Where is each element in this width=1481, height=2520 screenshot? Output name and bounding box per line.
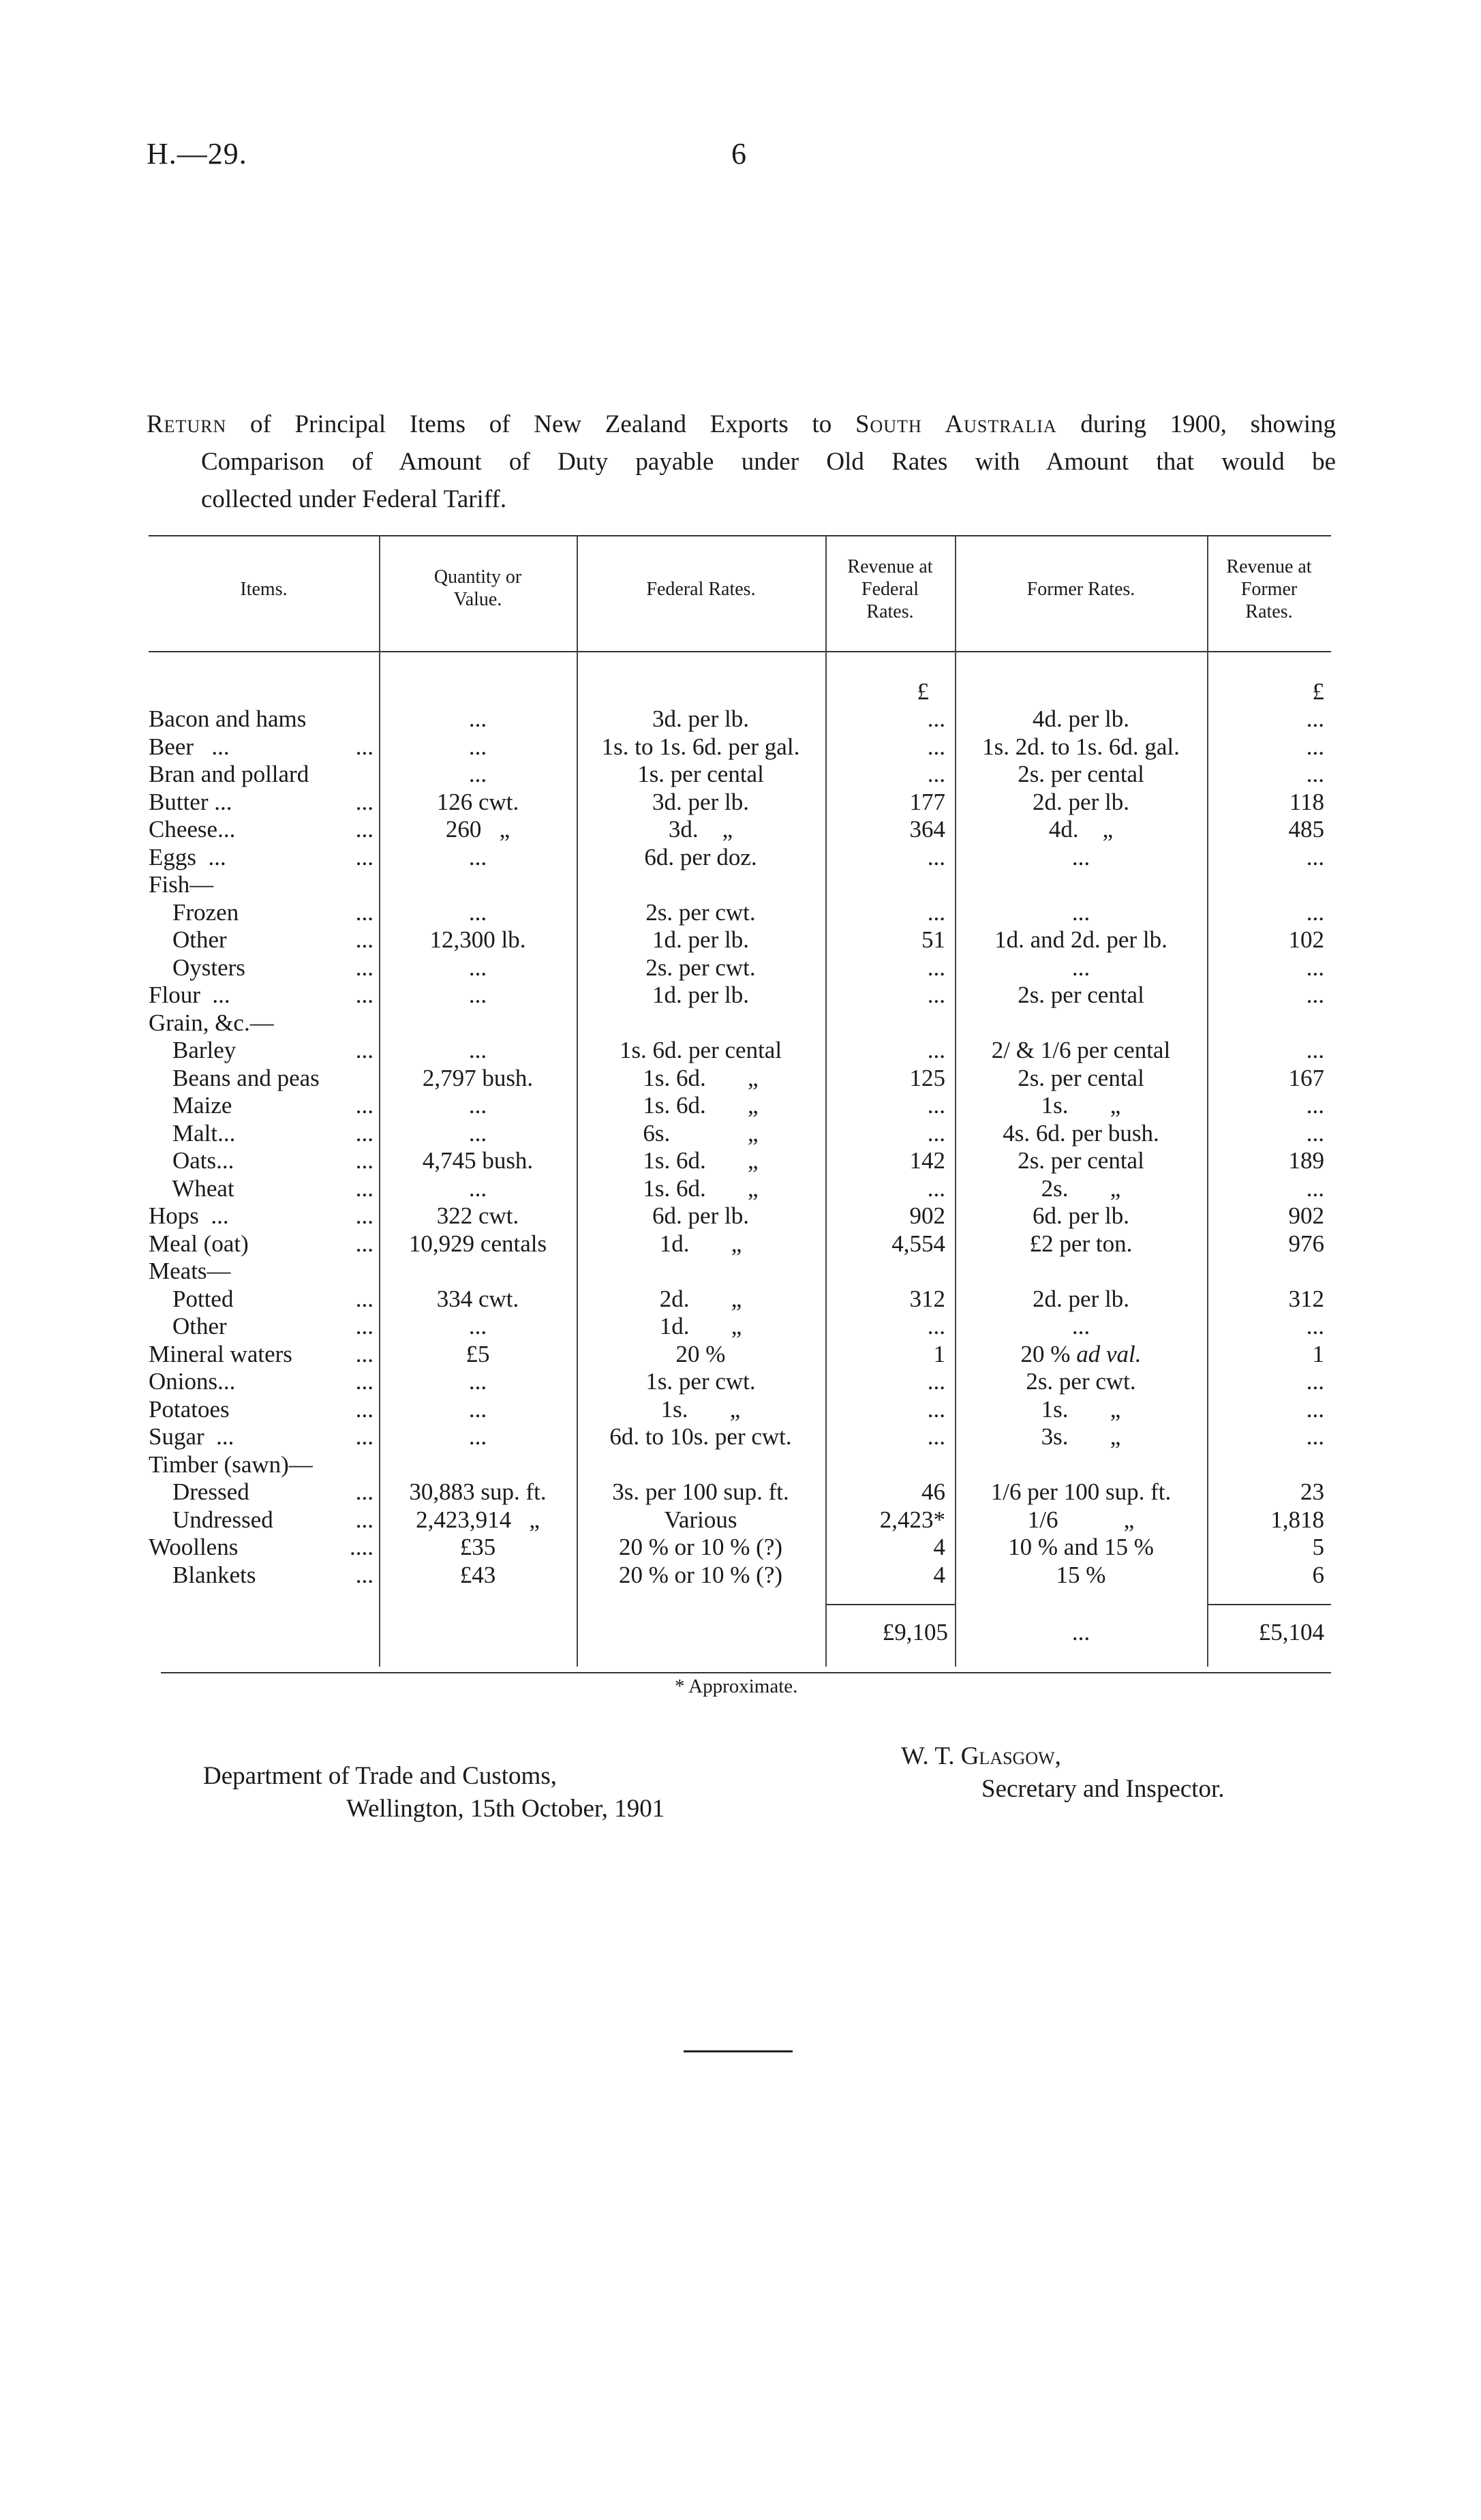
- federal-rate-cell: 1s. 6d. „: [643, 1092, 759, 1119]
- leader-dots: ...: [355, 1037, 373, 1063]
- leader-dots: ...: [355, 816, 373, 842]
- revenue-federal-cell: 46: [921, 1478, 945, 1505]
- quantity-cell: ...: [468, 982, 487, 1008]
- quantity-cell: £5: [465, 1340, 490, 1367]
- federal-rate-cell: 1s. 6d. „: [643, 1174, 759, 1202]
- leader-dots: ...: [355, 1092, 373, 1119]
- revenue-federal-cell: ...: [927, 1395, 945, 1423]
- revenue-former-cell: 118: [1289, 788, 1324, 815]
- table-bottom-rule: [161, 1672, 1331, 1673]
- former-rate-cell: £2 per ton.: [1029, 1230, 1133, 1257]
- federal-rate-cell: 1d. per lb.: [652, 926, 749, 953]
- item-cell: Wheat: [149, 1174, 234, 1202]
- leader-dots: ...: [355, 1230, 373, 1257]
- footnote: * Approximate.: [675, 1675, 798, 1697]
- federal-rate-cell: 20 %: [675, 1340, 726, 1367]
- revenue-former-cell: 1,818: [1270, 1506, 1324, 1533]
- former-rate-cell: 4d. per lb.: [1033, 705, 1129, 732]
- quantity-cell: 260 „: [445, 816, 510, 842]
- table-top-rule: [149, 535, 1331, 536]
- revenue-federal-cell: ...: [927, 1423, 945, 1450]
- federal-rate-cell: 1s. 6d. „: [643, 1147, 759, 1174]
- leader-dots: ...: [355, 1285, 373, 1312]
- revenue-former-cell: ...: [1306, 705, 1324, 732]
- signatory-name: W. T. Glasgow,: [901, 1742, 1061, 1770]
- header-bottom-rule: [149, 651, 1331, 652]
- department-place-date: Wellington, 15th October, 1901: [346, 1795, 665, 1823]
- item-cell: Potatoes: [149, 1395, 230, 1423]
- title-line-3: collected under Federal Tariff.: [201, 485, 507, 513]
- total-rule-federal: [825, 1604, 955, 1605]
- revenue-former-cell: ...: [1306, 1368, 1324, 1395]
- former-rate-cell: ...: [1071, 1313, 1090, 1339]
- quantity-cell: ...: [468, 761, 487, 787]
- revenue-former-cell: ...: [1306, 982, 1324, 1008]
- leader-dots: ...: [355, 954, 373, 981]
- leader-dots: ...: [355, 1478, 373, 1505]
- header-quantity-line-2: Value.: [453, 589, 502, 610]
- leader-dots: ...: [355, 1423, 373, 1450]
- revenue-federal-cell: 4,554: [891, 1230, 945, 1257]
- federal-rate-cell: 1s. to 1s. 6d. per gal.: [601, 733, 800, 760]
- item-cell: Other: [149, 1313, 227, 1339]
- revenue-former-cell: ...: [1306, 1174, 1324, 1202]
- item-cell: Sugar ...: [149, 1423, 234, 1450]
- header-revenue-federal-line-3: Rates.: [866, 601, 914, 622]
- item-cell: Flour ...: [149, 982, 230, 1008]
- revenue-federal-cell: 2,423*: [879, 1506, 945, 1533]
- item-cell: Woollens: [149, 1534, 239, 1560]
- revenue-former-cell: 102: [1288, 926, 1324, 953]
- leader-dots: ...: [355, 982, 373, 1008]
- revenue-former-cell: ...: [1306, 954, 1324, 981]
- item-cell: Bran and pollard: [149, 761, 309, 787]
- revenue-federal-cell: ...: [927, 982, 945, 1008]
- revenue-federal-cell: 312: [909, 1285, 945, 1312]
- revenue-former-cell: 189: [1288, 1147, 1324, 1174]
- quantity-cell: ...: [468, 1368, 487, 1395]
- currency-federal: £: [917, 678, 929, 705]
- page-number: 6: [731, 137, 746, 170]
- department-name: Department of Trade and Customs,: [203, 1762, 557, 1790]
- header-revenue-federal-line-2: Federal: [861, 579, 919, 600]
- leader-dots: ...: [355, 1368, 373, 1395]
- revenue-former-cell: 5: [1312, 1534, 1324, 1560]
- item-cell: Grain, &c.—: [149, 1009, 274, 1036]
- revenue-former-cell: 485: [1288, 816, 1324, 842]
- quantity-cell: ...: [468, 1395, 487, 1423]
- leader-dots: ...: [355, 843, 373, 870]
- quantity-cell: ...: [468, 1119, 487, 1147]
- revenue-federal-cell: ...: [927, 898, 945, 926]
- revenue-former-cell: 976: [1288, 1230, 1324, 1257]
- federal-rate-cell: 6s. „: [643, 1119, 759, 1147]
- item-cell: Dressed: [149, 1478, 249, 1505]
- federal-rate-cell: 6d. per doz.: [644, 843, 757, 870]
- revenue-federal-cell: ...: [927, 733, 945, 760]
- leader-dots: ...: [355, 1202, 373, 1229]
- item-cell: Frozen: [149, 898, 239, 926]
- quantity-cell: ...: [468, 898, 487, 926]
- total-rule-former: [1207, 1604, 1331, 1605]
- quantity-cell: ...: [468, 1092, 487, 1119]
- revenue-former-cell: ...: [1306, 1119, 1324, 1147]
- leader-dots: ....: [350, 1534, 373, 1560]
- revenue-federal-cell: ...: [927, 954, 945, 981]
- item-cell: Hops ...: [149, 1202, 229, 1229]
- item-cell: Meats—: [149, 1258, 231, 1284]
- leader-dots: ...: [355, 1147, 373, 1174]
- federal-rate-cell: 2s. per cwt.: [645, 954, 756, 981]
- title-text-b: during 1900, showing: [1056, 410, 1336, 438]
- revenue-federal-cell: ...: [927, 761, 945, 787]
- former-rate-cell: 2/ & 1/6 per cental: [991, 1037, 1171, 1063]
- title-line-2: Comparison of Amount of Duty payable under Old Rates with Amount that would be: [201, 448, 1336, 476]
- item-cell: Oats...: [149, 1147, 234, 1174]
- currency-former: £: [1312, 678, 1324, 705]
- item-cell: Beer ...: [149, 733, 230, 760]
- federal-rate-cell: 20 % or 10 % (?): [618, 1561, 783, 1588]
- revenue-federal-cell: 51: [921, 926, 945, 953]
- former-rate-cell: 1s. „: [1041, 1092, 1121, 1119]
- total-former-rates: ...: [1071, 1619, 1090, 1645]
- leader-dots: ...: [355, 733, 373, 760]
- federal-rate-cell: 6d. per lb.: [652, 1202, 749, 1229]
- revenue-former-cell: 167: [1288, 1064, 1324, 1091]
- federal-rate-cell: 1d. „: [659, 1230, 742, 1257]
- leader-dots: ...: [355, 1506, 373, 1533]
- item-cell: Maize: [149, 1092, 232, 1119]
- quantity-cell: ...: [468, 843, 487, 870]
- item-cell: Cheese...: [149, 816, 236, 842]
- revenue-former-cell: 6: [1312, 1561, 1324, 1588]
- signature-block: [901, 1740, 1225, 1806]
- former-rate-cell: 2s. per cental: [1018, 761, 1144, 787]
- quantity-cell: 2,797 bush.: [422, 1064, 534, 1091]
- header-revenue-former-line-2: Former: [1240, 579, 1298, 600]
- former-rate-cell: 2s. per cental: [1018, 1064, 1144, 1091]
- exports-table: [149, 535, 1331, 1679]
- revenue-federal-cell: 364: [909, 816, 945, 842]
- former-rate-cell: 2d. per lb.: [1033, 788, 1129, 815]
- header-federal-rates: Federal Rates.: [646, 579, 756, 600]
- revenue-former-cell: ...: [1306, 1092, 1324, 1119]
- item-cell: Potted: [149, 1285, 234, 1312]
- former-rate-cell: 3s. „: [1041, 1423, 1121, 1450]
- end-rule: [684, 2050, 793, 2052]
- leader-dots: ...: [355, 898, 373, 926]
- former-rate-cell: 15 %: [1056, 1561, 1106, 1588]
- revenue-federal-cell: 902: [909, 1202, 945, 1229]
- revenue-federal-cell: 142: [909, 1147, 945, 1174]
- signatory-title: Secretary and Inspector.: [981, 1775, 1225, 1803]
- department-block: [203, 1760, 665, 1825]
- federal-rate-cell: 1d. „: [659, 1313, 742, 1339]
- federal-rate-cell: 2s. per cwt.: [645, 898, 756, 926]
- item-cell: Oysters: [149, 954, 245, 981]
- quantity-cell: ...: [468, 705, 487, 732]
- former-rate-cell: 2s. per cental: [1018, 982, 1144, 1008]
- revenue-former-cell: ...: [1306, 761, 1324, 787]
- header-revenue-former-line-3: Rates.: [1245, 601, 1293, 622]
- item-cell: Other: [149, 926, 227, 953]
- former-rate-cell: 2s. per cwt.: [1026, 1368, 1136, 1395]
- revenue-former-cell: 1: [1312, 1340, 1324, 1367]
- federal-rate-cell: 3d. per lb.: [652, 788, 749, 815]
- former-rate-cell: 2s. „: [1041, 1174, 1121, 1202]
- federal-rate-cell: 1s. per cwt.: [645, 1368, 756, 1395]
- revenue-former-cell: 902: [1288, 1202, 1324, 1229]
- quantity-cell: 2,423,914 „: [416, 1506, 540, 1533]
- revenue-former-cell: ...: [1306, 1037, 1324, 1063]
- revenue-former-cell: ...: [1306, 733, 1324, 760]
- leader-dots: ...: [355, 788, 373, 815]
- former-rate-cell: ...: [1071, 898, 1090, 926]
- header-revenue-federal-line-1: Revenue at: [847, 556, 933, 577]
- former-rate-cell: 20 % ad val.: [1020, 1340, 1142, 1367]
- quantity-cell: ...: [468, 1313, 487, 1339]
- leader-dots: ...: [355, 1174, 373, 1202]
- former-rate-cell: 6d. per lb.: [1033, 1202, 1129, 1229]
- header-former-rates: Former Rates.: [1026, 579, 1135, 600]
- quantity-cell: ...: [468, 1423, 487, 1450]
- revenue-federal-cell: ...: [927, 1368, 945, 1395]
- quantity-cell: ...: [468, 954, 487, 981]
- quantity-cell: 30,883 sup. ft.: [409, 1478, 547, 1505]
- quantity-cell: 10,929 centals: [408, 1230, 547, 1257]
- title-text-a: of Principal Items of New Zealand Exports to: [226, 410, 855, 438]
- former-rate-cell: 1d. and 2d. per lb.: [994, 926, 1167, 953]
- revenue-federal-cell: ...: [927, 705, 945, 732]
- revenue-former-cell: 23: [1300, 1478, 1324, 1505]
- total-revenue-federal: £9,105: [882, 1619, 948, 1645]
- header-revenue-former: [1207, 556, 1331, 623]
- item-cell: Timber (sawn)—: [149, 1451, 313, 1478]
- revenue-federal-cell: ...: [927, 1119, 945, 1147]
- quantity-cell: ...: [468, 1037, 487, 1063]
- leader-dots: ...: [355, 926, 373, 953]
- quantity-cell: 334 cwt.: [436, 1285, 519, 1312]
- federal-rate-cell: 20 % or 10 % (?): [618, 1534, 783, 1560]
- revenue-former-cell: ...: [1306, 843, 1324, 870]
- revenue-former-cell: ...: [1306, 898, 1324, 926]
- quantity-cell: ...: [468, 733, 487, 760]
- document-reference: H.—29.: [147, 137, 247, 170]
- header-revenue-federal: [825, 556, 955, 623]
- header-revenue-former-line-1: Revenue at: [1226, 556, 1312, 577]
- federal-rate-cell: 3d. per lb.: [652, 705, 749, 732]
- revenue-former-cell: ...: [1306, 1395, 1324, 1423]
- return-title: [147, 406, 1336, 518]
- item-cell: Undressed: [149, 1506, 273, 1533]
- revenue-federal-cell: ...: [927, 1313, 945, 1339]
- revenue-federal-cell: 4: [933, 1561, 945, 1588]
- federal-rate-cell: 1s. „: [660, 1395, 741, 1423]
- quantity-cell: 4,745 bush.: [422, 1147, 534, 1174]
- item-cell: Beans and peas: [149, 1064, 320, 1091]
- item-cell: Blankets: [149, 1561, 256, 1588]
- revenue-former-cell: 312: [1288, 1285, 1324, 1312]
- item-cell: Meal (oat): [149, 1230, 249, 1257]
- quantity-cell: 322 cwt.: [436, 1202, 519, 1229]
- item-cell: Barley: [149, 1037, 236, 1063]
- leader-dots: ...: [355, 1395, 373, 1423]
- federal-rate-cell: 1s. 6d. „: [643, 1064, 759, 1091]
- revenue-federal-cell: ...: [927, 1037, 945, 1063]
- item-cell: Butter ...: [149, 788, 232, 815]
- item-cell: Malt...: [149, 1119, 236, 1147]
- item-cell: Onions...: [149, 1368, 236, 1395]
- revenue-federal-cell: ...: [927, 843, 945, 870]
- item-cell: Fish—: [149, 871, 214, 898]
- federal-rate-cell: 2d. „: [659, 1285, 742, 1312]
- revenue-federal-cell: 125: [909, 1064, 945, 1091]
- header-quantity-line-1: Quantity or: [433, 566, 522, 588]
- leader-dots: ...: [355, 1340, 373, 1367]
- item-cell: Mineral waters: [149, 1340, 292, 1367]
- title-line-1: [147, 406, 1336, 443]
- revenue-former-cell: ...: [1306, 1423, 1324, 1450]
- former-rate-cell: ...: [1071, 954, 1090, 981]
- quantity-cell: £35: [459, 1534, 496, 1560]
- revenue-former-cell: ...: [1306, 1313, 1324, 1339]
- former-rate-cell: 4d. „: [1048, 816, 1114, 842]
- former-rate-cell: ...: [1071, 843, 1090, 870]
- former-rate-cell: 10 % and 15 %: [1008, 1534, 1154, 1560]
- federal-rate-cell: 1s. 6d. per cental: [619, 1037, 782, 1063]
- federal-rate-cell: 1s. per cental: [637, 761, 764, 787]
- leader-dots: ...: [355, 1313, 373, 1339]
- title-destination: South Australia: [855, 410, 1057, 438]
- former-rate-cell: 1s. „: [1041, 1395, 1121, 1423]
- former-rate-cell: 1s. 2d. to 1s. 6d. gal.: [982, 733, 1180, 760]
- former-rate-cell: 2d. per lb.: [1033, 1285, 1129, 1312]
- title-return-word: Return: [147, 410, 227, 438]
- former-rate-cell: 4s. 6d. per bush.: [1003, 1119, 1159, 1147]
- revenue-federal-cell: 4: [933, 1534, 945, 1560]
- federal-rate-cell: 3d. „: [668, 816, 733, 842]
- federal-rate-cell: 3s. per 100 sup. ft.: [612, 1478, 789, 1505]
- quantity-cell: ...: [468, 1174, 487, 1202]
- former-rate-cell: 1/6 per 100 sup. ft.: [990, 1478, 1172, 1505]
- quantity-cell: 12,300 lb.: [429, 926, 526, 953]
- quantity-cell: £43: [459, 1561, 496, 1588]
- header-quantity: [379, 566, 577, 611]
- federal-rate-cell: 1d. per lb.: [652, 982, 749, 1008]
- revenue-federal-cell: ...: [927, 1092, 945, 1119]
- revenue-federal-cell: 1: [933, 1340, 945, 1367]
- leader-dots: ...: [355, 1561, 373, 1588]
- federal-rate-cell: 6d. to 10s. per cwt.: [609, 1423, 792, 1450]
- former-rate-cell: 2s. per cental: [1018, 1147, 1144, 1174]
- federal-rate-cell: Various: [664, 1506, 737, 1533]
- item-cell: Eggs ...: [149, 843, 226, 870]
- item-cell: Bacon and hams: [149, 705, 307, 732]
- leader-dots: ...: [355, 1119, 373, 1147]
- header-items: Items.: [240, 579, 288, 600]
- revenue-federal-cell: ...: [927, 1174, 945, 1202]
- former-rate-cell: 1/6 „: [1027, 1506, 1135, 1533]
- quantity-cell: 126 cwt.: [436, 788, 519, 815]
- total-revenue-former: £5,104: [1258, 1619, 1324, 1645]
- revenue-federal-cell: 177: [909, 788, 945, 815]
